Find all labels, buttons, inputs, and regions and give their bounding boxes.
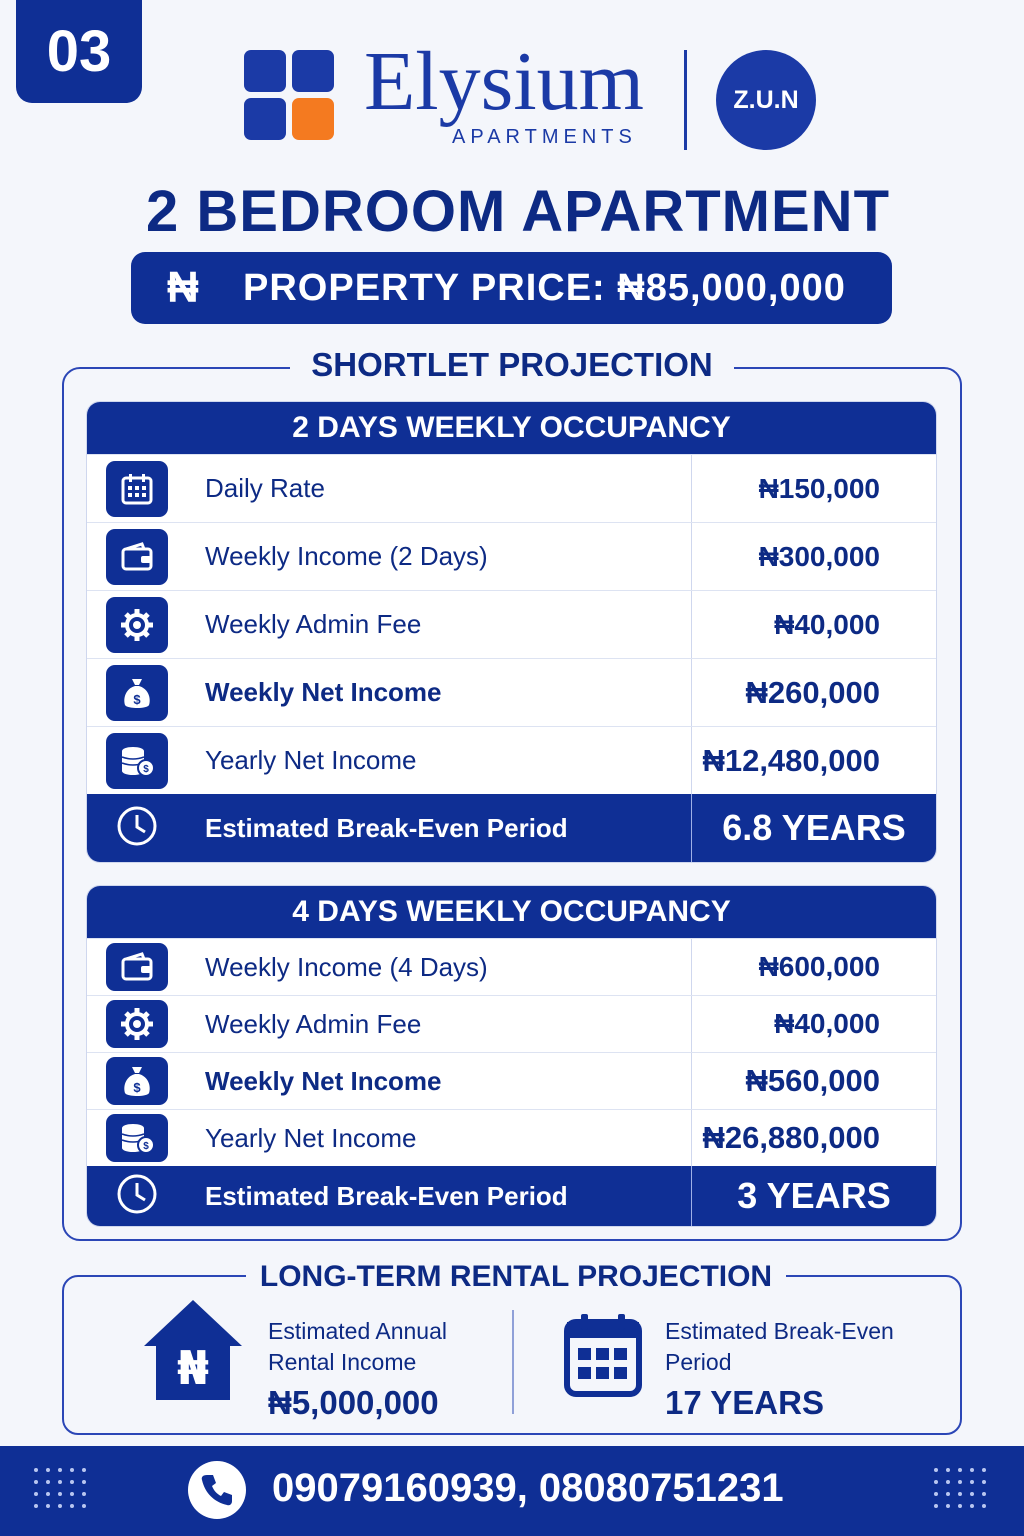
svg-text:$: $	[133, 1080, 141, 1095]
long-term-divider	[512, 1310, 514, 1414]
partner-logo: Z.U.N	[716, 50, 816, 150]
table-row	[87, 454, 936, 522]
table-row	[87, 938, 936, 995]
gear-icon	[106, 597, 168, 653]
clock-icon	[116, 805, 158, 852]
wallet-icon	[106, 529, 168, 585]
svg-text:₦: ₦	[176, 1341, 210, 1395]
table-row	[87, 726, 936, 794]
table-title: 4 DAYS WEEKLY OCCUPANCY	[87, 886, 936, 938]
table-row	[87, 522, 936, 590]
coins-icon	[106, 1114, 168, 1162]
coins-icon	[106, 733, 168, 789]
row-value: ₦560,000	[691, 1053, 936, 1109]
table-row	[87, 1109, 936, 1166]
row-label: Weekly Income (4 Days)	[205, 951, 488, 982]
row-value: ₦260,000	[691, 659, 936, 726]
decorative-dots	[34, 1468, 84, 1516]
break-even-value: 3 YEARS	[691, 1166, 936, 1226]
brand-name: Elysium	[364, 35, 645, 128]
break-even-value: 17 YEARS	[665, 1384, 824, 1421]
money-bag-icon	[106, 665, 168, 721]
calendar-icon	[106, 461, 168, 517]
row-label: Weekly Income (2 Days)	[205, 541, 488, 571]
row-value: ₦40,000	[691, 996, 936, 1052]
break-even-label: Estimated Break-Even Period	[205, 1180, 568, 1211]
naira-icon: ₦	[167, 263, 199, 312]
clock-icon	[116, 1173, 158, 1220]
table-row	[87, 1052, 936, 1109]
property-price: PROPERTY PRICE: ₦85,000,000	[243, 266, 846, 309]
row-label: Weekly Admin Fee	[205, 1008, 422, 1039]
row-label: Weekly Net Income	[205, 677, 442, 707]
annual-income-label: Estimated Annual Rental Income	[268, 1318, 448, 1375]
gear-icon	[106, 1000, 168, 1048]
brand-subtitle: APARTMENTS	[452, 126, 637, 148]
table-row	[87, 590, 936, 658]
shortlet-title: SHORTLET PROJECTION	[290, 346, 734, 386]
row-value: ₦12,480,000	[691, 727, 936, 794]
property-price-banner	[131, 252, 892, 324]
row-label: Daily Rate	[205, 473, 325, 503]
phone-icon	[188, 1461, 246, 1519]
break-even-label: Estimated Break-Even Period	[205, 812, 568, 843]
svg-text:$: $	[133, 691, 141, 707]
row-label: Yearly Net Income	[205, 1122, 417, 1153]
contact-footer	[0, 1446, 1024, 1536]
title-rule-right	[738, 367, 838, 369]
decorative-dots	[934, 1468, 984, 1516]
calendar-icon	[564, 1312, 642, 1403]
phone-numbers[interactable]: 09079160939, 08080751231	[272, 1466, 784, 1510]
table-row	[87, 658, 936, 726]
row-value: ₦600,000	[691, 939, 936, 995]
table-title: 2 DAYS WEEKLY OCCUPANCY	[87, 402, 936, 454]
annual-income-value: ₦5,000,000	[268, 1384, 439, 1421]
wallet-icon	[106, 943, 168, 991]
svg-text:$: $	[143, 1141, 149, 1152]
brand-logo-icon	[244, 50, 334, 140]
header-divider	[684, 50, 687, 150]
money-bag-icon	[106, 1057, 168, 1105]
row-value: ₦150,000	[691, 455, 936, 522]
table-row	[87, 995, 936, 1052]
four-days-table	[86, 885, 937, 1227]
svg-text:$: $	[143, 763, 149, 775]
row-value: ₦26,880,000	[691, 1110, 936, 1166]
page-number-badge: 03	[16, 0, 142, 103]
break-even-value: 6.8 YEARS	[691, 794, 936, 862]
row-value: ₦40,000	[691, 591, 936, 658]
row-label: Yearly Net Income	[205, 745, 417, 775]
long-term-title: LONG-TERM RENTAL PROJECTION	[246, 1260, 786, 1296]
break-even-row	[87, 794, 936, 862]
row-label: Weekly Admin Fee	[205, 609, 422, 639]
two-days-table	[86, 401, 937, 863]
break-even-label: Estimated Break-Even Period	[665, 1318, 894, 1375]
row-value: ₦300,000	[691, 523, 936, 590]
title-rule-left	[240, 367, 286, 369]
break-even-row	[87, 1166, 936, 1226]
page-title: 2 BEDROOM APARTMENT	[146, 179, 890, 244]
house-naira-icon	[142, 1298, 244, 1407]
row-label: Weekly Net Income	[205, 1065, 442, 1096]
